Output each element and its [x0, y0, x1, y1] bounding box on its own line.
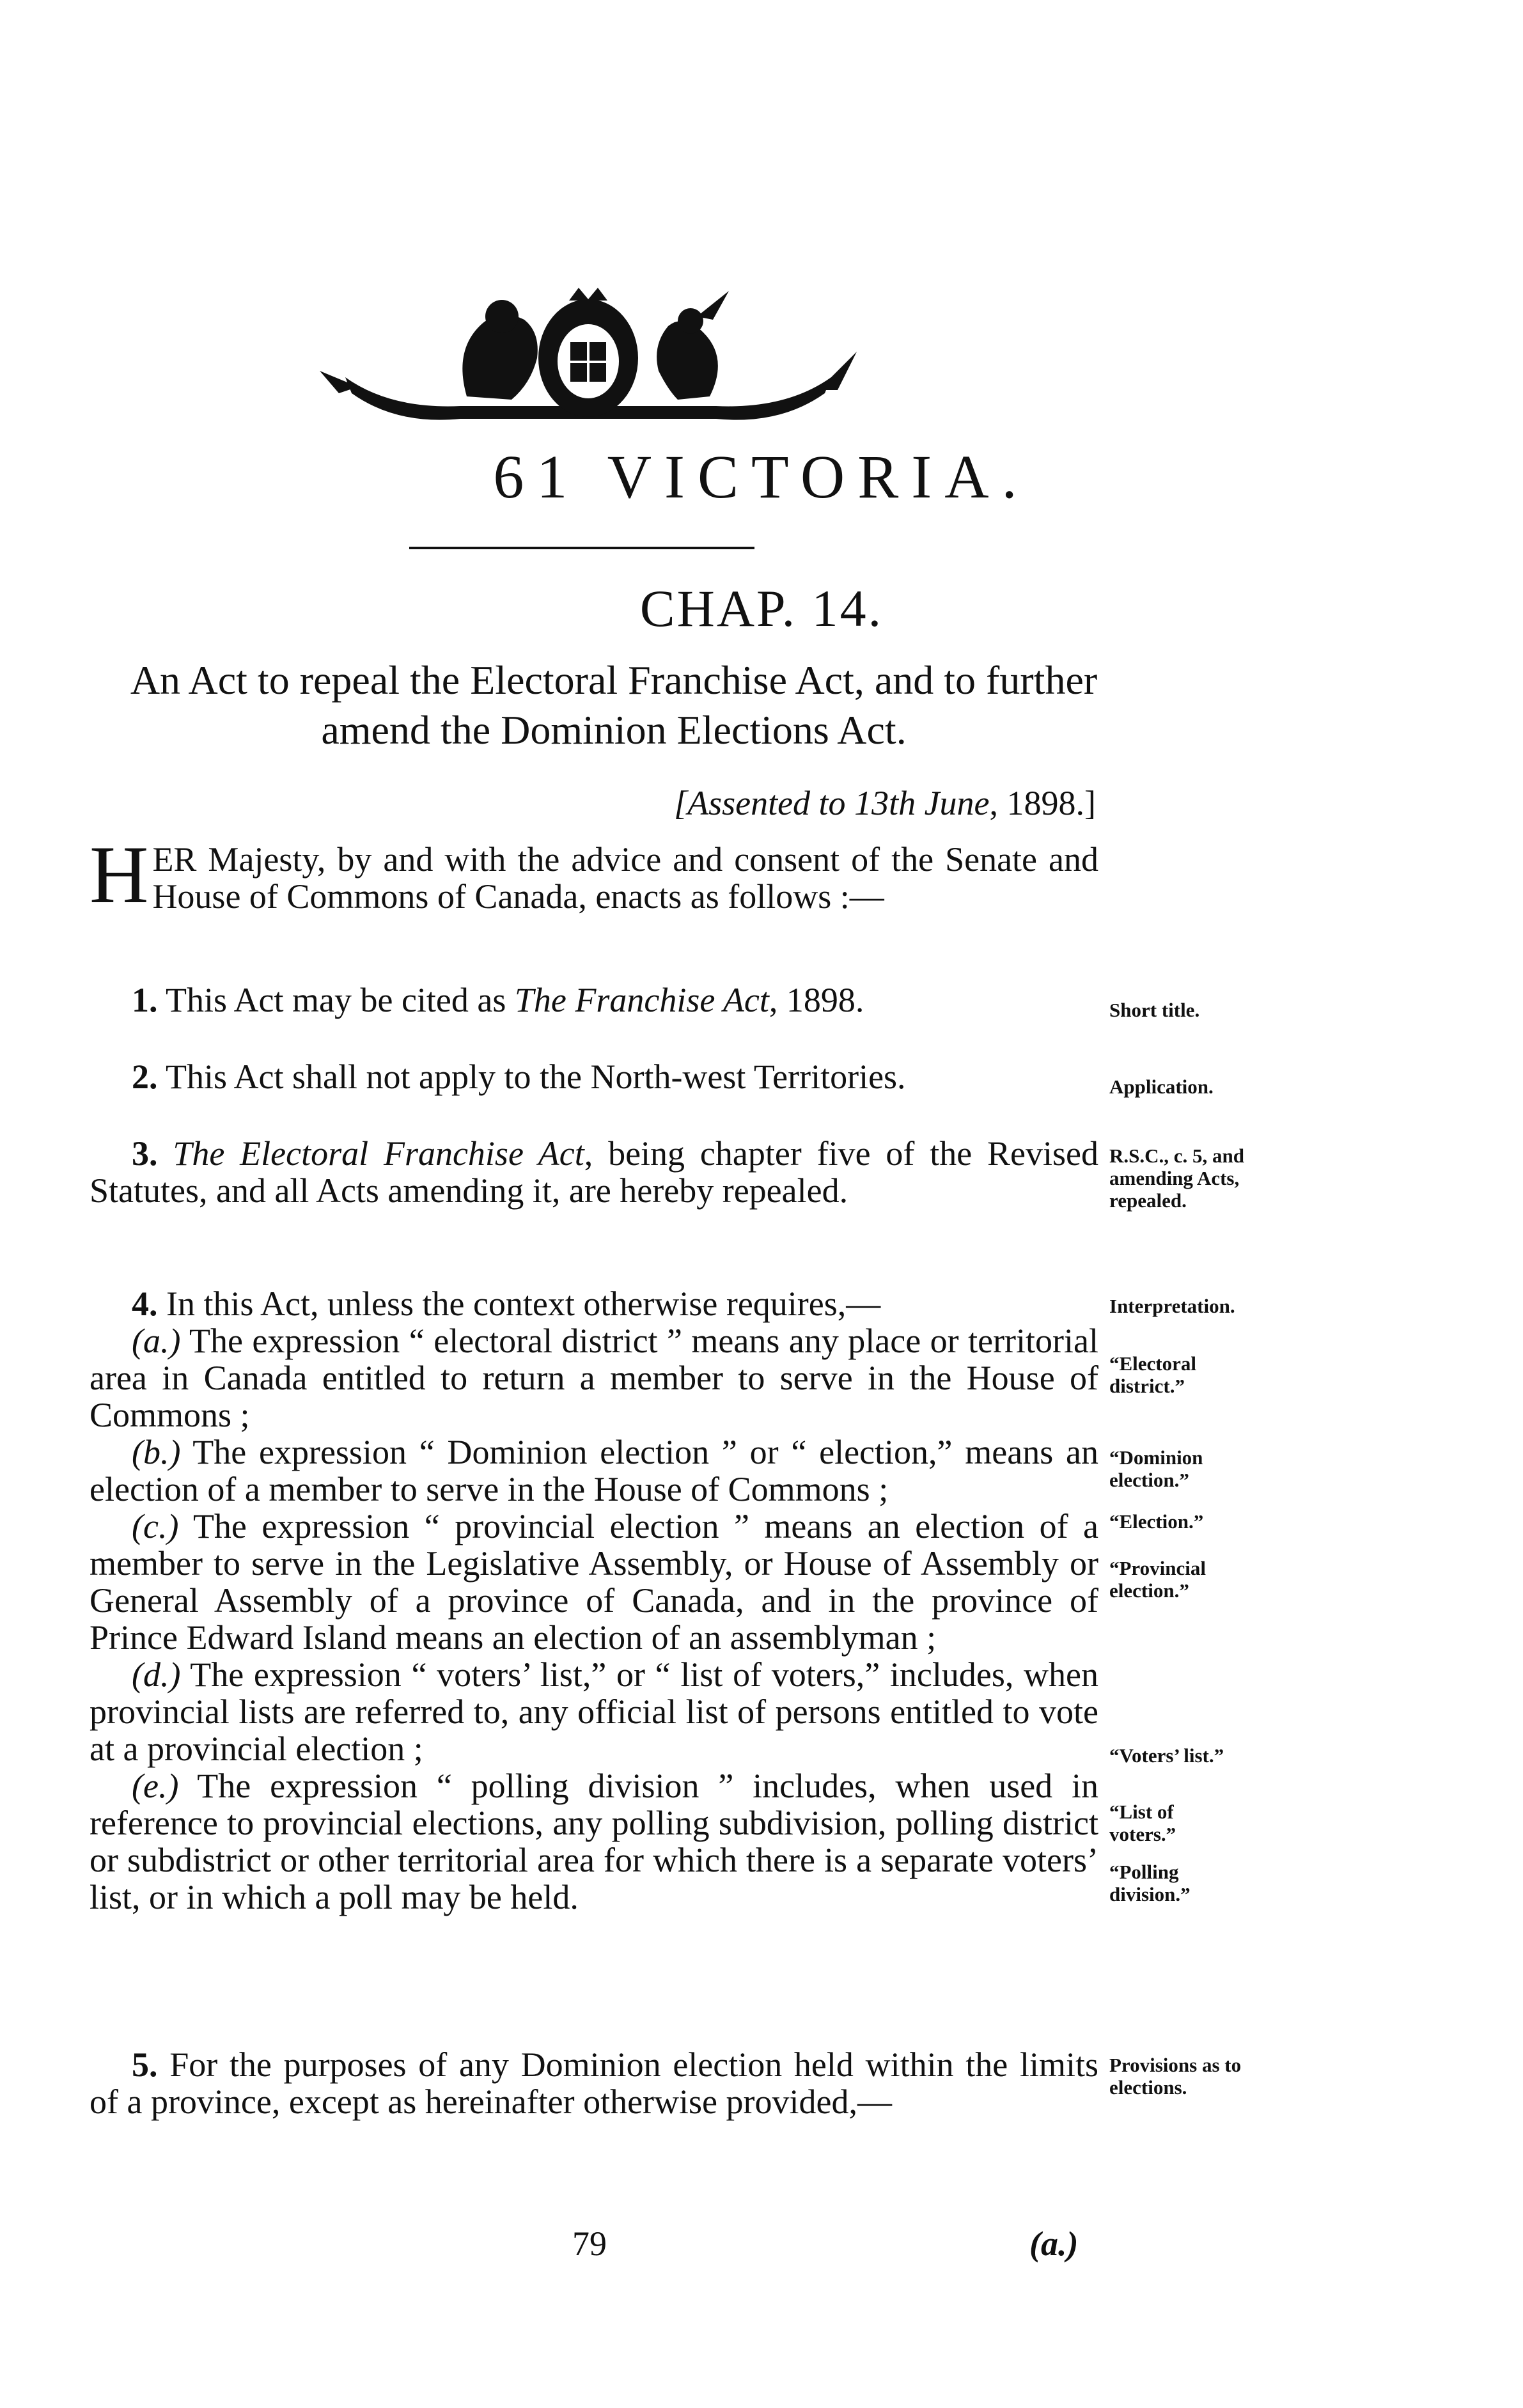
preamble [90, 829, 1098, 920]
paragraph-text: The expression “ Dominion election ” or “ election,” means an election of a member to serve in the House of Commons ; [90, 1433, 1098, 1508]
paragraph-b [90, 1434, 1098, 1508]
act-short-title: The Franchise Act [514, 981, 769, 1019]
paragraph-e [90, 1767, 1098, 1916]
section-4-intro [90, 1285, 1098, 1322]
section-text: This Act may be cited as [166, 981, 515, 1019]
paragraph-label: (e.) [132, 1767, 179, 1805]
marginal-note-voters-list: “Voters’ list.” [1109, 1744, 1224, 1767]
paragraph-label: (d.) [132, 1655, 181, 1694]
section-3 [90, 1135, 1098, 1209]
chapter-heading: CHAP. 14. [639, 579, 884, 637]
paragraph-text: The expression “ polling division ” includes, when used in reference to provincial elections, any polling subdivision, polling district or subdistrict or other territorial area for which there is a separate voters’ list, or in which a poll may be held. [90, 1767, 1098, 1916]
marginal-note-provisions: Provisions as to elections. [1109, 2054, 1242, 2099]
paragraph-label: (c.) [132, 1507, 179, 1545]
section-4 [90, 1285, 1098, 1916]
section-number: 5. [132, 2045, 158, 2084]
marginal-note-application: Application. [1109, 1075, 1214, 1098]
section-number: 1. [132, 981, 158, 1019]
marginal-note-list-of-voters: “List of voters.” [1109, 1801, 1176, 1845]
assent-line [674, 783, 1096, 823]
marginal-note-election: “Election.” [1109, 1510, 1204, 1533]
paragraph-text: The expression “ voters’ list,” or “ list of voters,” includes, when provincial lists are referred to, any official list of persons entitled to vote at a provincial election ; [90, 1655, 1098, 1768]
divider-rule [409, 547, 754, 549]
section-2 [90, 1058, 1098, 1095]
catchword: (a.) [1029, 2224, 1079, 2263]
assent-suffix: , 1898.] [989, 784, 1096, 822]
preamble-text: ER Majesty, by and with the advice and consent of the Senate and House of Commons of Canada, enacts as follows :— [152, 840, 1098, 916]
paragraph-a [90, 1322, 1098, 1434]
section-text: In this Act, unless the context otherwise requires,— [166, 1285, 881, 1323]
section-number: 4. [132, 1285, 158, 1323]
marginal-note-dominion-election: “Dominion election.” [1109, 1446, 1203, 1491]
marginal-note-short-title: Short title. [1109, 999, 1200, 1021]
page-number: 79 [572, 2224, 607, 2263]
paragraph-label: (b.) [132, 1433, 181, 1471]
paragraph-c [90, 1508, 1098, 1656]
section-text-end: , 1898. [769, 981, 864, 1019]
section-text: This Act shall not apply to the North-west Territories. [166, 1058, 906, 1096]
paragraph-label: (a.) [132, 1322, 181, 1360]
marginal-note-electoral-district: “Electoral district.” [1109, 1352, 1197, 1397]
act-title: An Act to repeal the Electoral Franchise Act, and to further amend the Dominion Elections Act. [130, 657, 1098, 753]
paragraph-text: The expression “ provincial election ” means an election of a member to serve in the Legislative Assembly, or House of Assembly or General Assembly of a province of Canada, and in the province of Prince Edward Island means an election of an assemblyman ; [90, 1507, 1099, 1657]
marginal-note-interpretation: Interpretation. [1109, 1295, 1235, 1317]
marginal-note-provincial-election: “Provincial election.” [1109, 1557, 1206, 1602]
section-1 [90, 981, 1098, 1019]
regnal-year-heading: 61 VICTORIA. [493, 442, 1030, 511]
section-text: , being chapter five of the Revised Statutes, and all Acts amending it, are hereby repealed. [90, 1134, 1098, 1210]
royal-coat-of-arms [320, 281, 857, 428]
section-5 [90, 2046, 1098, 2120]
section-number: 2. [132, 1058, 158, 1096]
marginal-note-repeal: R.S.C., c. 5, and amending Acts, repealed. [1109, 1145, 1245, 1212]
section-text: For the purposes of any Dominion election held within the limits of a province, except as hereinafter otherwise provided,— [90, 2045, 1099, 2121]
assent-date: 13th June [854, 784, 990, 822]
assent-prefix: [Assented to [674, 784, 855, 822]
repealed-act-title: The Electoral Franchise Act [173, 1134, 584, 1173]
marginal-note-polling-division: “Polling division.” [1109, 1861, 1191, 1905]
paragraph-text: The expression “ electoral district ” means any place or territorial area in Canada entitled to return a member to serve in the House of Commons ; [90, 1322, 1098, 1434]
section-number: 3. [132, 1134, 158, 1173]
paragraph-d [90, 1656, 1098, 1767]
drop-cap: H [90, 829, 149, 920]
